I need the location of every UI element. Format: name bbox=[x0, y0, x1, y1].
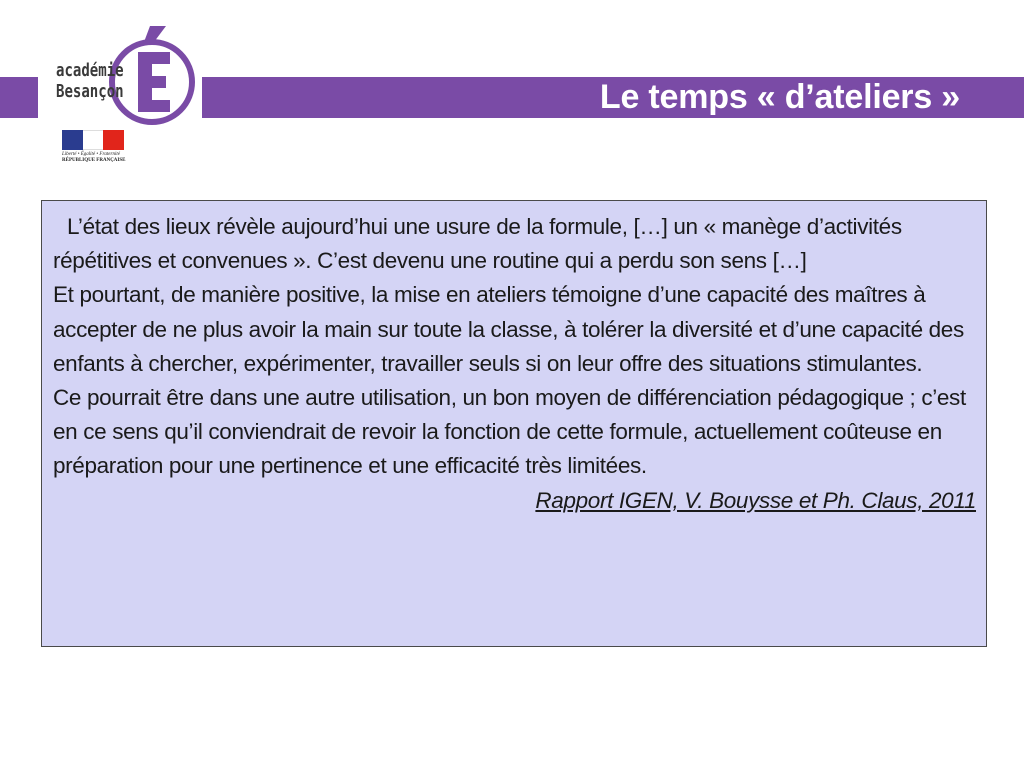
republique-francaise-logo bbox=[62, 130, 126, 170]
slide-title: Le temps « d’ateliers » bbox=[599, 78, 960, 116]
academie-line-1: académie bbox=[56, 60, 124, 81]
quote-box bbox=[41, 200, 987, 647]
academie-wordmark bbox=[56, 60, 126, 102]
republique-motto: Liberté • Égalité • Fraternité bbox=[62, 152, 120, 157]
quote-paragraph-2: Et pourtant, de manière positive, la mise en ateliers témoigne d’une capacité des maîtres à accepter de ne plus avoir la main sur toute la classe, à tolérer la diversité et d’une capacité des enfants à chercher, expérimenter, travailler seuls si on leur offre des situations stimulantes. bbox=[53, 282, 964, 376]
quote-paragraph-3: Ce pourrait être dans une autre utilisation, un bon moyen de différenciation pédagogique ; c’est en ce sens qu’il conviendrait de revoir la fonction de cette formule, actuellement coûteuse en préparation pour une pertinence et une efficacité très limitées. bbox=[53, 385, 966, 479]
academie-logo bbox=[38, 22, 202, 130]
french-flag-icon bbox=[62, 130, 124, 150]
academie-line-2: Besançon bbox=[56, 81, 124, 102]
quote-citation: Rapport IGEN, V. Bouysse et Ph. Claus, 2011 bbox=[535, 487, 976, 513]
republique-name: RÉPUBLIQUE FRANÇAISE bbox=[62, 158, 126, 163]
header-band bbox=[202, 77, 1024, 118]
quote-paragraph-1: L’état des lieux révèle aujourd’hui une usure de la formule, […] un « manège d’activités répétitives et convenues ». C’est devenu une routine qui a perdu son sens […] bbox=[53, 214, 902, 274]
header-band-left bbox=[0, 77, 38, 118]
